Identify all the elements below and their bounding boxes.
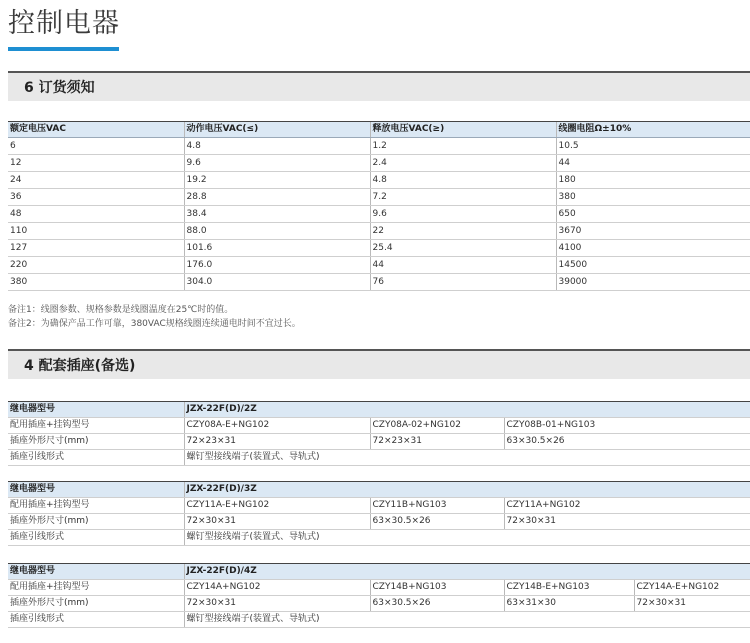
table-cell: 28.8 [184, 189, 370, 206]
table-cell: 180 [556, 172, 750, 189]
title-underline [8, 47, 119, 51]
size-cell: 72×30×31 [634, 596, 750, 612]
table-row [8, 189, 750, 206]
table-cell: 127 [8, 240, 184, 257]
size-row [8, 596, 750, 612]
table-cell: 304.0 [184, 274, 370, 291]
order-table-body [8, 138, 750, 291]
table-cell: 6 [8, 138, 184, 155]
table-cell: 44 [556, 155, 750, 172]
table-row [8, 172, 750, 189]
socket-label: 配用插座+挂钩型号 [8, 498, 184, 514]
socket-cell: CZY11B+NG103 [370, 498, 504, 514]
size-label: 插座外形尺寸(mm) [8, 514, 184, 530]
socket-cell: CZY11A-E+NG102 [184, 498, 370, 514]
table-cell: 3670 [556, 223, 750, 240]
table-cell: 48 [8, 206, 184, 223]
model-row [8, 402, 750, 418]
size-cell: 63×30.5×26 [504, 434, 750, 450]
size-cell: 72×30×31 [504, 514, 750, 530]
size-cell: 72×30×31 [184, 596, 370, 612]
table-cell: 4.8 [184, 138, 370, 155]
model-value: JZX-22F(D)/2Z [184, 402, 750, 418]
table-cell: 19.2 [184, 172, 370, 189]
size-cell: 63×31×30 [504, 596, 634, 612]
model-label: 继电器型号 [8, 564, 184, 580]
socket-cell: CZY08B-01+NG103 [504, 418, 750, 434]
size-label: 插座外形尺寸(mm) [8, 434, 184, 450]
socket-row [8, 498, 750, 514]
table-cell: 9.6 [184, 155, 370, 172]
table-cell: 24 [8, 172, 184, 189]
column-header: 额定电压VAC [8, 122, 184, 138]
table-row [8, 206, 750, 223]
socket-table-2z [8, 401, 750, 466]
table-cell: 44 [370, 257, 556, 274]
table-row [8, 223, 750, 240]
model-value: JZX-22F(D)/4Z [184, 564, 750, 580]
table-cell: 12 [8, 155, 184, 172]
table-cell: 88.0 [184, 223, 370, 240]
socket-cell: CZY14A-E+NG102 [634, 580, 750, 596]
order-table-header [8, 122, 750, 138]
table-row [8, 155, 750, 172]
table-cell: 101.6 [184, 240, 370, 257]
column-header: 动作电压VAC(≤) [184, 122, 370, 138]
lead-label: 插座引线形式 [8, 612, 184, 628]
size-row [8, 514, 750, 530]
socket-section-heading: 4 配套插座(备选) [8, 349, 750, 379]
table-cell: 4100 [556, 240, 750, 257]
model-row [8, 482, 750, 498]
size-cell: 63×30.5×26 [370, 514, 504, 530]
table-cell: 22 [370, 223, 556, 240]
lead-value: 螺钉型接线端子(装置式、导轨式) [184, 530, 750, 546]
table-cell: 9.6 [370, 206, 556, 223]
table-cell: 650 [556, 206, 750, 223]
table-cell: 380 [8, 274, 184, 291]
socket-row [8, 580, 750, 596]
lead-row [8, 450, 750, 466]
table-cell: 2.4 [370, 155, 556, 172]
notes [8, 303, 301, 331]
socket-cell: CZY08A-E+NG102 [184, 418, 370, 434]
socket-row [8, 418, 750, 434]
socket-cell: CZY11A+NG102 [504, 498, 750, 514]
table-cell: 4.8 [370, 172, 556, 189]
order-table [8, 121, 750, 291]
socket-cell: CZY14B+NG103 [370, 580, 504, 596]
socket-cell: CZY08A-02+NG102 [370, 418, 504, 434]
model-label: 继电器型号 [8, 402, 184, 418]
lead-value: 螺钉型接线端子(装置式、导轨式) [184, 612, 750, 628]
socket-cell: CZY14B-E+NG103 [504, 580, 634, 596]
size-label: 插座外形尺寸(mm) [8, 596, 184, 612]
table-cell: 38.4 [184, 206, 370, 223]
column-header: 线圈电阻Ω±10% [556, 122, 750, 138]
socket-cell: CZY14A+NG102 [184, 580, 370, 596]
model-row [8, 564, 750, 580]
socket-label: 配用插座+挂钩型号 [8, 580, 184, 596]
table-cell: 7.2 [370, 189, 556, 206]
table-row [8, 257, 750, 274]
model-value: JZX-22F(D)/3Z [184, 482, 750, 498]
model-label: 继电器型号 [8, 482, 184, 498]
column-header: 释放电压VAC(≥) [370, 122, 556, 138]
note-1: 备注1：线圈参数、规格参数是线圈温度在25℃时的值。 [8, 305, 234, 315]
lead-row [8, 530, 750, 546]
table-row [8, 274, 750, 291]
table-cell: 25.4 [370, 240, 556, 257]
lead-row [8, 612, 750, 628]
socket-table-3z [8, 481, 750, 546]
size-row [8, 434, 750, 450]
table-cell: 14500 [556, 257, 750, 274]
table-cell: 380 [556, 189, 750, 206]
table-cell: 36 [8, 189, 184, 206]
lead-value: 螺钉型接线端子(装置式、导轨式) [184, 450, 750, 466]
table-cell: 10.5 [556, 138, 750, 155]
table-row [8, 138, 750, 155]
socket-label: 配用插座+挂钩型号 [8, 418, 184, 434]
table-cell: 110 [8, 223, 184, 240]
size-cell: 72×30×31 [184, 514, 370, 530]
lead-label: 插座引线形式 [8, 530, 184, 546]
size-cell: 63×30.5×26 [370, 596, 504, 612]
table-cell: 176.0 [184, 257, 370, 274]
table-cell: 39000 [556, 274, 750, 291]
order-section-heading: 6 订货须知 [8, 71, 750, 101]
table-cell: 76 [370, 274, 556, 291]
table-cell: 220 [8, 257, 184, 274]
lead-label: 插座引线形式 [8, 450, 184, 466]
table-row [8, 240, 750, 257]
size-cell: 72×23×31 [370, 434, 504, 450]
page-title: 控制电器 [8, 8, 120, 39]
size-cell: 72×23×31 [184, 434, 370, 450]
table-cell: 1.2 [370, 138, 556, 155]
socket-table-4z [8, 563, 750, 628]
note-2: 备注2：为确保产品工作可靠，380VAC规格线圈连续通电时间不宜过长。 [8, 319, 301, 329]
